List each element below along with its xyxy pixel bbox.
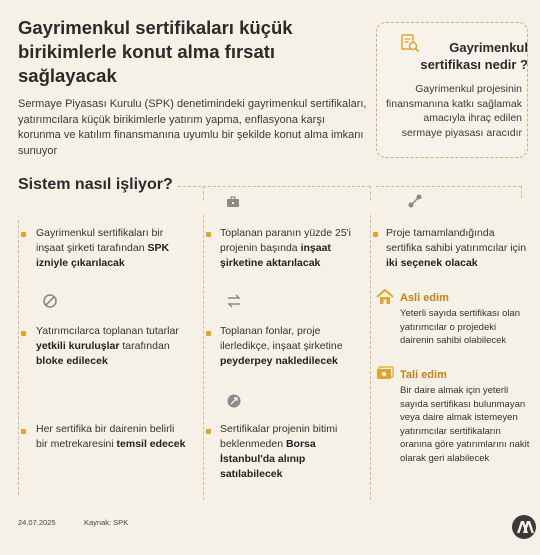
money-icon: [376, 366, 394, 382]
divider: [203, 215, 204, 500]
divider: [18, 220, 19, 495]
divider: [370, 186, 371, 200]
divider: [376, 186, 521, 187]
section-title: Sistem nasıl işliyor?: [18, 176, 173, 193]
page-title: Gayrimenkul sertifikaları küçük birikimlerle konut alma fırsatı sağlayacak: [18, 17, 293, 86]
step-bullet: [21, 429, 26, 434]
exchange-icon: [226, 393, 242, 409]
transfer-arrows-icon: [226, 294, 242, 308]
definition-text: Gayrimenkul projesinin finansmanına katkı sağlamak amacıyla ihraç edilen sermaye piyasası aracıdır: [386, 83, 522, 139]
step-2: Yatırımcılarca toplanan tutarlar yetkili kuruluşlar tarafından bloke edilecek: [36, 325, 179, 367]
divider: [178, 186, 370, 187]
step-bullet: [21, 232, 26, 237]
step-6: Sertifikalar projenin bitimi beklenmeden Borsa İstanbul'da alınıp satılabilecek: [220, 423, 338, 480]
step-bullet: [206, 232, 211, 237]
divider: [203, 186, 204, 200]
block-icon: [42, 293, 58, 309]
certificate-search-icon: [400, 33, 420, 53]
step-bullet: [206, 429, 211, 434]
step-4: Toplanan paranın yüzde 25'i projenin başında inşaat şirketine aktarılacak: [220, 227, 352, 269]
house-icon: [376, 289, 394, 305]
step-3: Her sertifika bir dairenin belirli bir metrekaresini temsil edecek: [36, 423, 186, 450]
footer-source: Kaynak: SPK: [84, 518, 129, 527]
step-1: Gayrimenkul sertifikaları bir inşaat şirketi tarafından SPK izniyle çıkarılacak: [36, 227, 170, 269]
option-text-asli: Yeterli sayıda sertifikası olan yatırımcılar o projedeki dairenin sahibi olabilecek: [400, 308, 521, 346]
footer-date: 24.07.2025: [18, 518, 56, 527]
aa-logo: [511, 514, 537, 540]
definition-title: Gayrimenkul sertifikası nedir ?: [420, 40, 528, 72]
step-7: Proje tamamlandığında sertifika sahibi yatırımcılar için iki seçenek olacak: [386, 227, 527, 269]
option-title-tali: Tali edim: [400, 369, 447, 381]
link-icon: [407, 193, 423, 209]
step-bullet: [373, 232, 378, 237]
divider: [370, 215, 371, 500]
option-text-tali: Bir daire almak için yeterli sayıda sertifikası bulunmayan veya daire almak istemeyen yatırımcılar sertifikaların oranına göre yatırımlarını nakit olarak geri alabilecek: [400, 385, 530, 464]
step-5: Toplanan fonlar, proje ilerledikçe, inşaat şirketine peyderpey nakledilecek: [220, 325, 343, 367]
intro-text: Sermaye Piyasası Kurulu (SPK) denetimindeki gayrimenkul sertifikaları, yatırımcılara küçük birikimlerle yatırım yapma, enflasyona karşı korunma ve katılım finansmanına uyumlu bir şekilde konut alma imkanı sunuyor: [18, 98, 367, 157]
step-bullet: [206, 331, 211, 336]
briefcase-icon: [226, 195, 240, 209]
divider: [521, 186, 522, 198]
option-title-asli: Asli edim: [400, 292, 449, 304]
step-bullet: [21, 331, 26, 336]
